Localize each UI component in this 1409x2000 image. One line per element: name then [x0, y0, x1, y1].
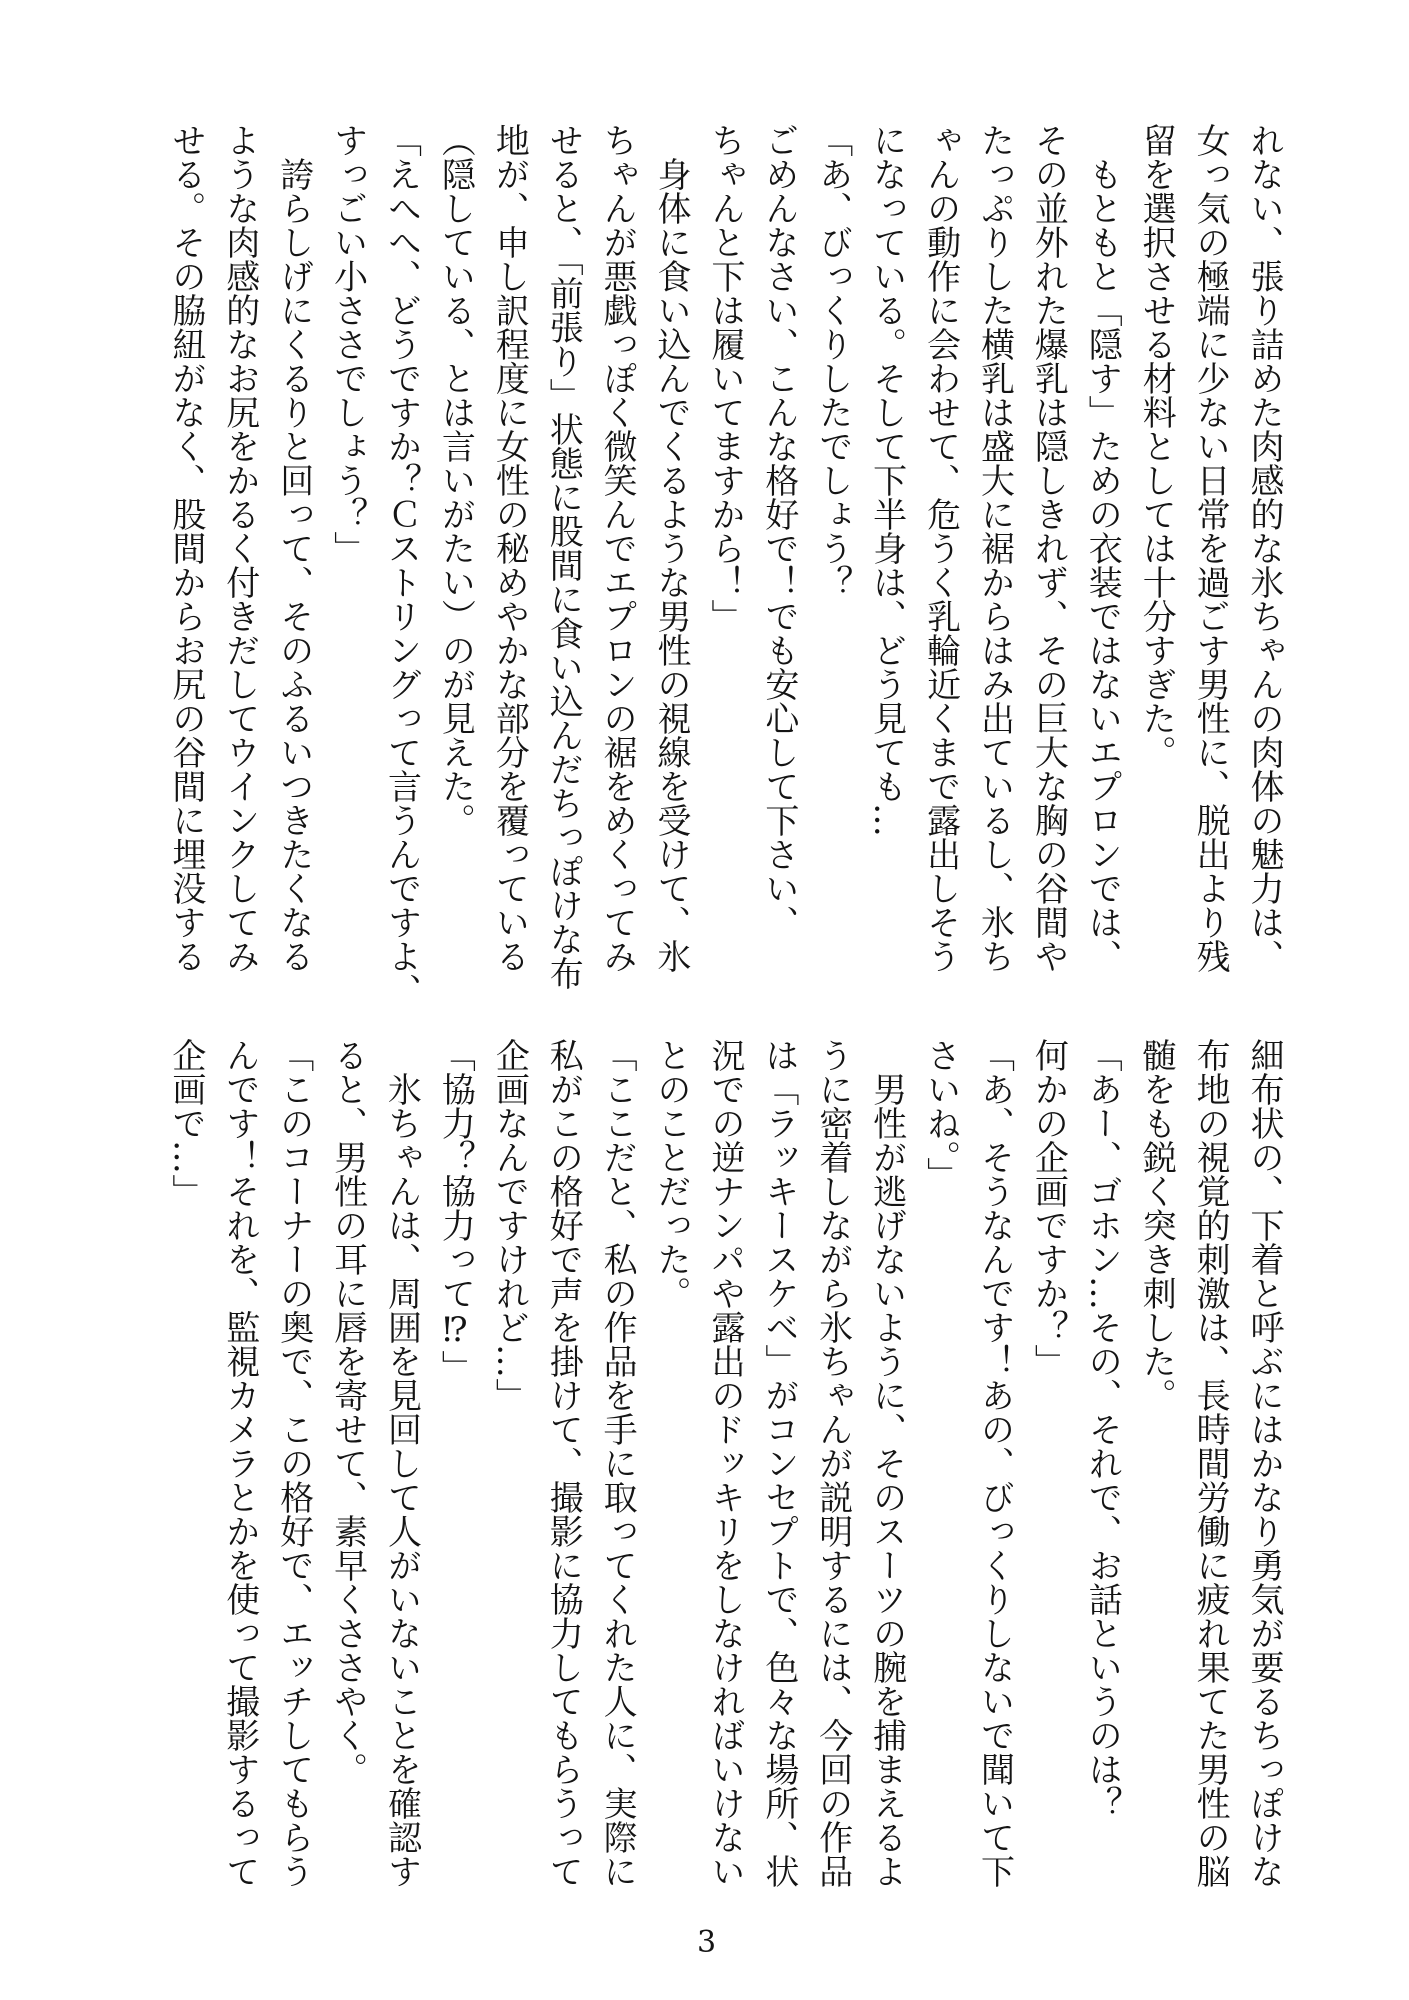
text-line: 「あ、びっくりしたでしょう？: [812, 123, 853, 599]
text-line: 「このコーナーの奥で、この格好で、エッチしてもらう: [273, 1038, 314, 1888]
text-line: ような肉感的なお尻をかるく付きだしてウインクしてみ: [219, 123, 260, 973]
text-line: 企画で…」: [165, 1038, 206, 1208]
text-line: 「協力？協力って⁉」: [435, 1038, 476, 1384]
text-line: 「あ、そうなんです！あの、びっくりしないで聞いて下: [974, 1038, 1015, 1888]
text-line: ちゃんと下は履いてますから！」: [704, 123, 745, 633]
text-line: たっぷりした横乳は盛大に裾からはみ出ているし、氷ち: [974, 123, 1015, 973]
text-line: んです！それを、監視カメラとかを使って撮影するって: [219, 1038, 260, 1888]
text-line: 布地の視覚的刺激は、長時間労働に疲れ果てた男性の脳: [1190, 1038, 1231, 1888]
text-line: 男性が逃げないように、そのスーツの腕を捕まえるよ: [866, 1038, 907, 1888]
text-line: は「ラッキースケベ」がコンセプトで、色々な場所、状: [758, 1038, 799, 1888]
text-block-upper: [158, 123, 1290, 1023]
text-line: 細布状の、下着と呼ぶにはかなり勇気が要るちっぽけな: [1244, 1038, 1284, 1888]
text-line: せると、「前張り」状態に股間に食い込んだちっぽけな布: [543, 123, 584, 990]
text-line: ゃんの動作に会わせて、危うく乳輪近くまで露出しそう: [920, 123, 961, 973]
text-line: もともと「隠す」ための衣装ではないエプロンでは、: [1082, 123, 1123, 973]
text-line: 留を選択させる材料としては十分すぎた。: [1136, 123, 1177, 769]
text-line: ごめんなさい、こんな格好で！でも安心して下さい、: [758, 123, 799, 939]
text-line: 氷ちゃんは、周囲を見回して人がいないことを確認す: [381, 1038, 422, 1888]
text-line: 況での逆ナンパや露出のドッキリをしなければいけない: [704, 1038, 745, 1888]
text-line: その並外れた爆乳は隠しきれず、その巨大な胸の谷間や: [1028, 123, 1069, 973]
text-line: れない、張り詰めた肉感的な氷ちゃんの肉体の魅力は、: [1244, 123, 1284, 973]
text-block-lower: [158, 1038, 1290, 1938]
page-number: 3: [696, 1925, 717, 1960]
text-line: ると、男性の耳に唇を寄せて、素早くささやく。: [327, 1038, 368, 1786]
text-line: 身体に食い込んでくるような男性の視線を受けて、氷: [651, 123, 692, 973]
text-line: うに密着しながら氷ちゃんが説明するには、今回の作品: [812, 1038, 853, 1888]
text-line: 「あー、ゴホン…その、それで、お話というのは？: [1082, 1038, 1123, 1820]
text-line: せる。その脇紐がなく、股間からお尻の谷間に埋没する: [165, 123, 206, 973]
text-line: すっごい小ささでしょう？」: [327, 123, 368, 565]
text-line: さいね。」: [920, 1038, 961, 1191]
text-line: 企画なんですけれど…」: [489, 1038, 530, 1412]
text-line: 私がこの格好で声を掛けて、撮影に協力してもらうって: [543, 1038, 584, 1888]
text-line: になっている。そして下半身は、どう見ても…: [866, 123, 907, 837]
text-line: 髄をも鋭く突き刺した。: [1136, 1038, 1177, 1412]
text-line: （隠している、とは言いがたい）のが見えた。: [435, 123, 476, 837]
text-line: とのことだった。: [651, 1038, 692, 1310]
text-line: 女っ気の極端に少ない日常を過ごす男性に、脱出より残: [1190, 123, 1231, 973]
text-line: 誇らしげにくるりと回って、そのふるいつきたくなる: [273, 123, 314, 973]
text-line: 「ここだと、私の作品を手に取ってくれた人に、実際に: [597, 1038, 638, 1888]
text-line: 何かの企画ですか？」: [1028, 1038, 1069, 1378]
text-line: 「えへへ、どうですか？Ｃストリングって言うんですよ、: [381, 123, 422, 1007]
text-line: 地が、申し訳程度に女性の秘めやかな部分を覆っている: [489, 123, 530, 973]
text-line: ちゃんが悪戯っぽく微笑んでエプロンの裾をめくってみ: [597, 123, 638, 973]
